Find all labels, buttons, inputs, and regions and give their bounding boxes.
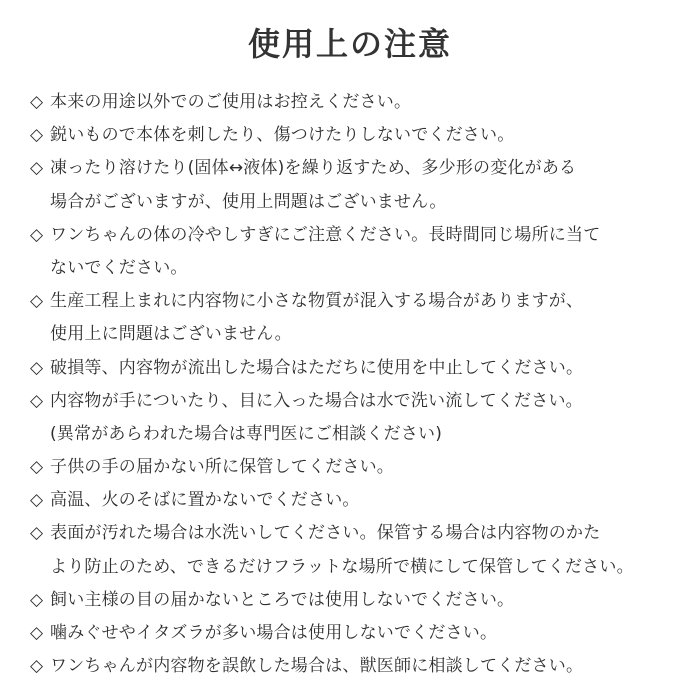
note-text: 高温、火のそばに置かないでください。 xyxy=(50,490,360,511)
diamond-bullet-icon: ◇ xyxy=(30,224,44,245)
note-item xyxy=(30,285,680,318)
note-item xyxy=(30,451,680,484)
note-item xyxy=(30,219,680,252)
diamond-bullet-icon: ◇ xyxy=(30,92,44,112)
note-text: 凍ったり溶けたり(固体↔液体)を繰り返すため、多少形の変化がある xyxy=(50,158,577,179)
note-text: 飼い主様の目の届かないところでは使用しないでください。 xyxy=(50,589,515,610)
note-item xyxy=(30,584,680,617)
note-continuation xyxy=(30,318,680,351)
usage-notes-list xyxy=(30,86,680,683)
diamond-bullet-icon: ◇ xyxy=(30,457,44,478)
diamond-bullet-icon: ◇ xyxy=(30,490,44,511)
note-text: 生産工程上まれに内容物に小さな物質が混入する場合がありますが、 xyxy=(50,291,584,312)
note-text: (異常があらわれた場合は専門医にご相談ください) xyxy=(50,423,443,444)
note-text: ないでください。 xyxy=(50,257,188,278)
diamond-bullet-icon: ◇ xyxy=(30,589,44,610)
note-continuation xyxy=(30,551,680,584)
note-continuation xyxy=(30,186,680,219)
page-title: 使用上の注意 xyxy=(247,25,452,63)
note-text: 使用上に問題はございません。 xyxy=(50,324,292,345)
diamond-bullet-icon: ◇ xyxy=(30,291,44,312)
diamond-bullet-icon: ◇ xyxy=(30,390,44,411)
note-item xyxy=(30,385,680,418)
note-item xyxy=(30,86,680,119)
note-item xyxy=(30,484,680,517)
note-text: ワンちゃんが内容物を誤飲した場合は、獣医師に相談してください。 xyxy=(50,656,584,677)
note-text: 場合がございますが、使用上問題はございません。 xyxy=(50,191,447,212)
note-text: 本来の用途以外でのご使用はお控えください。 xyxy=(50,92,412,112)
note-item xyxy=(30,617,680,650)
note-text: 表面が汚れた場合は水洗いしてください。保管する場合は内容物のかた xyxy=(50,523,601,544)
note-item xyxy=(30,152,680,185)
diamond-bullet-icon: ◇ xyxy=(30,357,44,378)
diamond-bullet-icon: ◇ xyxy=(30,623,44,643)
note-text: 噛みぐせやイタズラが多い場合は使用しないでください。 xyxy=(50,623,498,643)
note-item xyxy=(30,119,680,152)
note-item xyxy=(30,352,680,385)
diamond-bullet-icon: ◇ xyxy=(30,656,44,677)
note-continuation xyxy=(30,418,680,451)
note-item xyxy=(30,650,680,683)
note-text: 子供の手の届かない所に保管してください。 xyxy=(50,457,394,478)
diamond-bullet-icon: ◇ xyxy=(30,125,44,146)
note-item xyxy=(30,517,680,550)
note-text: 破損等、内容物が流出した場合はただちに使用を中止してください。 xyxy=(50,357,584,378)
note-text: 鋭いもので本体を刺したり、傷つけたりしないでください。 xyxy=(50,125,515,146)
diamond-bullet-icon: ◇ xyxy=(30,158,44,179)
note-text: ワンちゃんの体の冷やしすぎにご注意ください。長時間同じ場所に当て xyxy=(50,224,601,245)
diamond-bullet-icon: ◇ xyxy=(30,523,44,544)
note-continuation xyxy=(30,252,680,285)
note-text: 内容物が手についたり、目に入った場合は水で洗い流してください。 xyxy=(50,390,583,411)
note-text: より防止のため、できるだけフラットな場所で横にして保管してください。 xyxy=(50,556,634,577)
